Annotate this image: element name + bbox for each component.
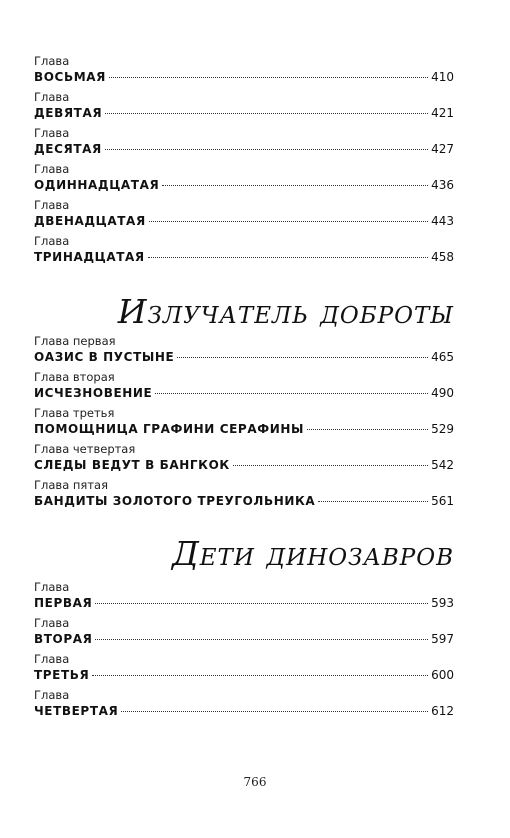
chapter-label: Глава bbox=[34, 126, 70, 140]
toc-entry[interactable] bbox=[34, 580, 454, 616]
dot-leader bbox=[121, 711, 428, 712]
toc-entry[interactable] bbox=[34, 126, 454, 162]
page-folio-number: 766 bbox=[243, 775, 267, 789]
dot-leader bbox=[307, 429, 428, 430]
chapter-title: ДЕВЯТАЯ bbox=[34, 106, 103, 120]
toc-section-deti-dinozavrov bbox=[34, 534, 454, 724]
page-number: 490 bbox=[431, 386, 454, 400]
chapter-title: ВТОРАЯ bbox=[34, 632, 93, 646]
chapter-title: ТРЕТЬЯ bbox=[34, 668, 90, 682]
dot-leader bbox=[109, 77, 428, 78]
toc-entry[interactable] bbox=[34, 234, 454, 270]
chapter-title: ЧЕТВЕРТАЯ bbox=[34, 704, 119, 718]
dot-leader bbox=[95, 603, 428, 604]
chapter-title: ПОМОЩНИЦА ГРАФИНИ СЕРАФИНЫ bbox=[34, 422, 305, 436]
toc-entry[interactable] bbox=[34, 442, 454, 478]
chapter-label: Глава третья bbox=[34, 406, 115, 420]
dot-leader bbox=[95, 639, 428, 640]
section-heading: Излучатель доброты bbox=[117, 292, 454, 331]
page-number: 612 bbox=[431, 704, 454, 718]
page-number: 542 bbox=[431, 458, 454, 472]
dot-leader bbox=[318, 501, 428, 502]
toc-entry[interactable] bbox=[34, 90, 454, 126]
dot-leader bbox=[177, 357, 428, 358]
chapter-label: Глава bbox=[34, 198, 70, 212]
chapter-title: ИСЧЕЗНОВЕНИЕ bbox=[34, 386, 153, 400]
chapter-title: ОДИННАДЦАТАЯ bbox=[34, 178, 160, 192]
page-number: 443 bbox=[431, 214, 454, 228]
dot-leader bbox=[162, 185, 428, 186]
page-number: 593 bbox=[431, 596, 454, 610]
toc-entry[interactable] bbox=[34, 54, 454, 90]
page-number: 600 bbox=[431, 668, 454, 682]
chapter-title: ТРИНАДЦАТАЯ bbox=[34, 250, 145, 264]
chapter-title: СЛЕДЫ ВЕДУТ В БАНГКОК bbox=[34, 458, 230, 472]
page-number: 421 bbox=[431, 106, 454, 120]
section-heading: Дети динозавров bbox=[171, 534, 454, 573]
toc-entry[interactable] bbox=[34, 652, 454, 688]
page-number: 458 bbox=[431, 250, 454, 264]
chapter-title: ВОСЬМАЯ bbox=[34, 70, 106, 84]
chapter-label: Глава bbox=[34, 234, 70, 248]
chapter-label: Глава bbox=[34, 54, 70, 68]
toc-section-izluchatel bbox=[34, 292, 454, 514]
chapter-label: Глава bbox=[34, 90, 70, 104]
chapter-label: Глава bbox=[34, 652, 70, 666]
chapter-title: ПЕРВАЯ bbox=[34, 596, 93, 610]
toc-section-continued bbox=[34, 54, 454, 270]
page-number: 561 bbox=[431, 494, 454, 508]
chapter-label: Глава bbox=[34, 688, 70, 702]
chapter-label: Глава bbox=[34, 616, 70, 630]
page-number: 597 bbox=[431, 632, 454, 646]
chapter-title: ДВЕНАДЦАТАЯ bbox=[34, 214, 146, 228]
page-number: 465 bbox=[431, 350, 454, 364]
toc-entry[interactable] bbox=[34, 198, 454, 234]
toc-entry[interactable] bbox=[34, 406, 454, 442]
page-number: 427 bbox=[431, 142, 454, 156]
toc-entry[interactable] bbox=[34, 616, 454, 652]
chapter-label: Глава bbox=[34, 580, 70, 594]
toc-entry[interactable] bbox=[34, 478, 454, 514]
chapter-title: ДЕСЯТАЯ bbox=[34, 142, 102, 156]
toc-entry[interactable] bbox=[34, 162, 454, 198]
dot-leader bbox=[105, 113, 428, 114]
dot-leader bbox=[149, 221, 428, 222]
chapter-label: Глава первая bbox=[34, 334, 116, 348]
chapter-label: Глава пятая bbox=[34, 478, 108, 492]
page-number: 410 bbox=[431, 70, 454, 84]
chapter-title: БАНДИТЫ ЗОЛОТОГО ТРЕУГОЛЬНИКА bbox=[34, 494, 316, 508]
dot-leader bbox=[105, 149, 428, 150]
chapter-label: Глава bbox=[34, 162, 70, 176]
dot-leader bbox=[148, 257, 428, 258]
chapter-label: Глава четвертая bbox=[34, 442, 136, 456]
chapter-title: ОАЗИС В ПУСТЫНЕ bbox=[34, 350, 175, 364]
toc-entry[interactable] bbox=[34, 688, 454, 724]
dot-leader bbox=[233, 465, 428, 466]
dot-leader bbox=[155, 393, 428, 394]
toc-entry[interactable] bbox=[34, 370, 454, 406]
chapter-label: Глава вторая bbox=[34, 370, 115, 384]
page-number: 529 bbox=[431, 422, 454, 436]
toc-entry[interactable] bbox=[34, 334, 454, 370]
page-number: 436 bbox=[431, 178, 454, 192]
dot-leader bbox=[92, 675, 428, 676]
table-of-contents bbox=[34, 54, 454, 724]
